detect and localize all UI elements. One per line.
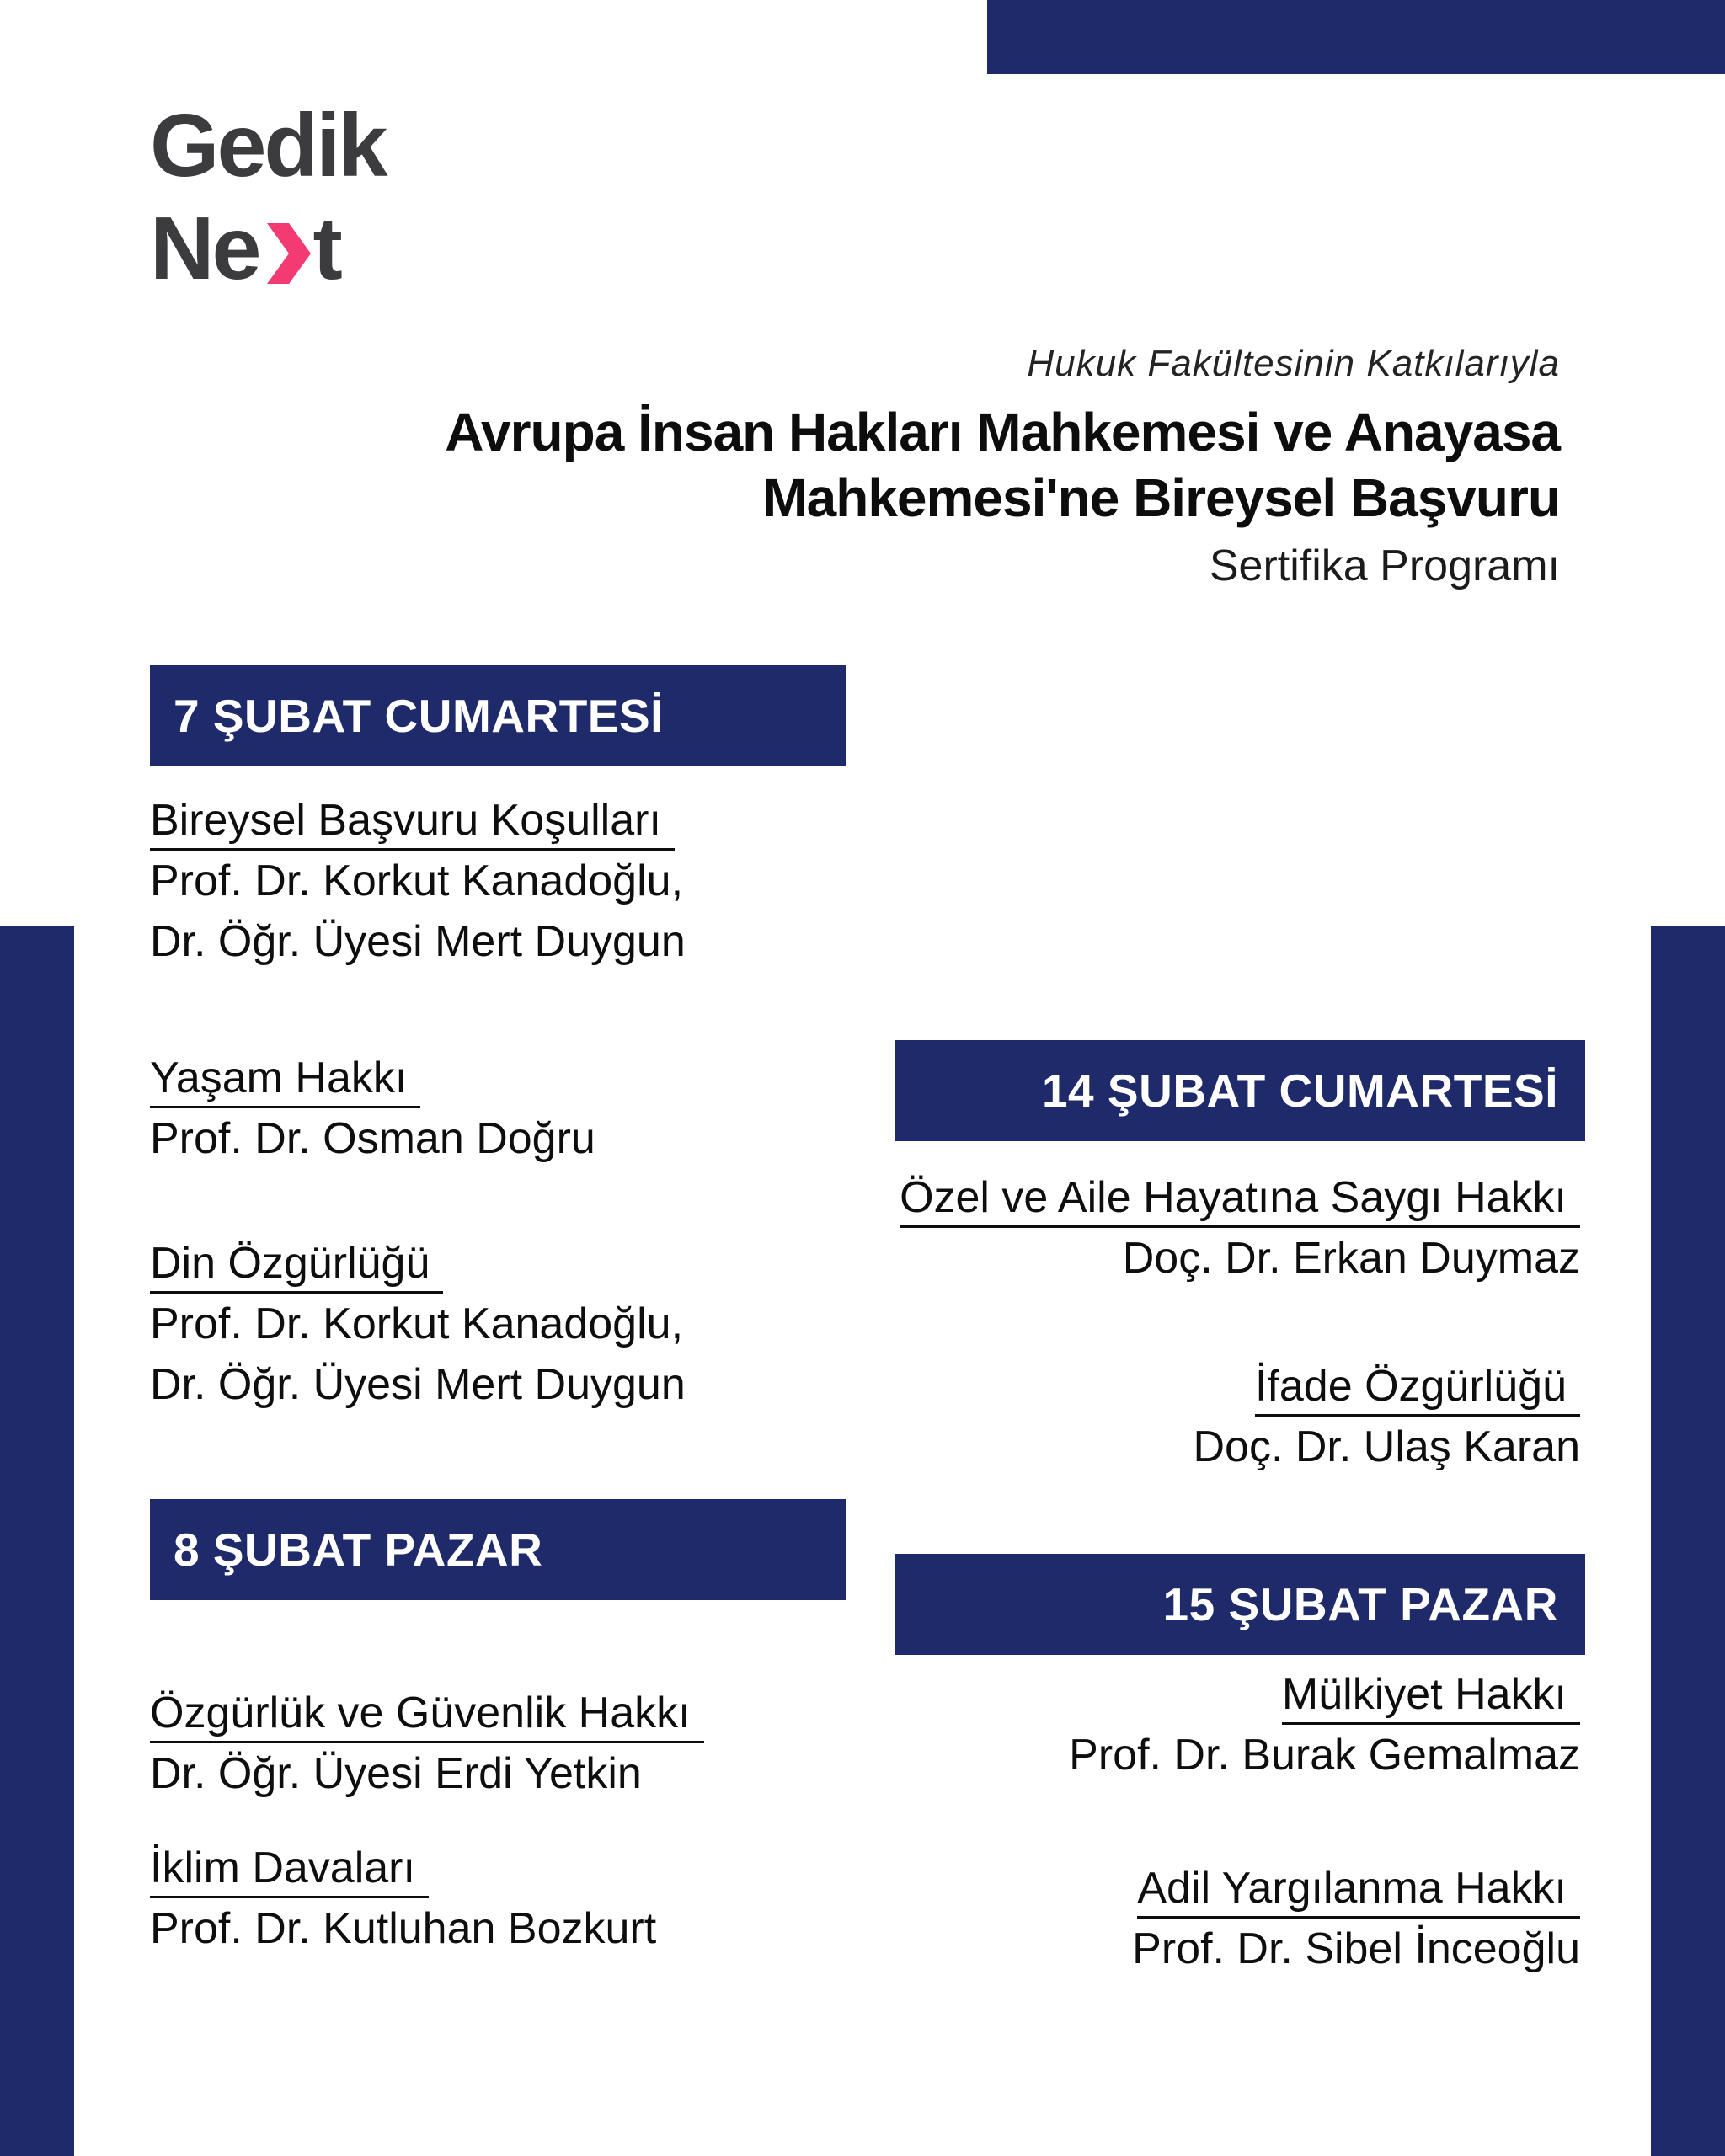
day-header-label: 8 ŞUBAT PAZAR [174, 1524, 543, 1576]
session-instructor: Prof. Dr. Kutluhan Bozkurt [150, 1904, 657, 1953]
right-accent-bar [1651, 926, 1725, 2156]
session-mulkiyet-hakki [1069, 1664, 1580, 1785]
logo-line1: Gedik [150, 96, 386, 195]
session-topic-line [150, 1838, 656, 1898]
day-header-label: 7 ŞUBAT CUMARTESİ [174, 690, 664, 742]
session-din-ozgurlugu [150, 1233, 686, 1415]
session-topic-line [150, 1233, 686, 1294]
logo-chevron-icon [262, 223, 311, 284]
session-topic: Özel ve Aile Hayatına Saygı Hakkı [900, 1174, 1580, 1228]
session-instructor: Prof. Dr. Osman Doğru [150, 1114, 595, 1163]
session-topic: Mülkiyet Hakkı [1282, 1671, 1580, 1725]
session-topic: Adil Yargılanma Hakkı [1137, 1865, 1580, 1919]
session-topic: İfade Özgürlüğü [1255, 1363, 1580, 1417]
session-instructor: Prof. Dr. Korkut Kanadoğlu, [150, 857, 684, 905]
session-topic-line [150, 790, 686, 851]
session-topic-line [1132, 1858, 1580, 1919]
session-iklim-davalari [150, 1838, 656, 1959]
day-header-7-subat-cumartesi [150, 665, 846, 766]
day-header-14-subat-cumartesi [895, 1040, 1585, 1141]
logo-line2 [150, 197, 386, 300]
session-topic-line [1069, 1664, 1580, 1725]
session-topic-line [150, 1048, 595, 1108]
page-title [445, 399, 1560, 531]
session-ozel-ve-aile-hayatina-saygi-hakki [900, 1167, 1580, 1289]
day-header-15-subat-pazar [895, 1554, 1585, 1655]
session-ozgurluk-ve-guvenlik-hakki [150, 1683, 704, 1804]
day-header-8-subat-pazar [150, 1499, 846, 1600]
header-block [445, 340, 1560, 593]
day-header-label: 14 ŞUBAT CUMARTESİ [1041, 1065, 1558, 1117]
session-bireysel-basvuru-kosullari [150, 790, 686, 972]
session-topic: Özgürlük ve Güvenlik Hakkı [150, 1689, 704, 1743]
logo-line2-suffix: t [312, 199, 340, 298]
page-title-line2: Mahkemesi'ne Bireysel Başvuru [762, 467, 1560, 528]
day-header-label: 15 ŞUBAT PAZAR [1162, 1578, 1558, 1630]
session-topic: İklim Davaları [150, 1844, 429, 1898]
session-instructor: Dr. Öğr. Üyesi Erdi Yetkin [150, 1749, 642, 1798]
session-adil-yargilanma-hakki [1132, 1858, 1580, 1979]
session-topic: Din Özgürlüğü [150, 1240, 443, 1294]
left-accent-bar [0, 926, 74, 2156]
session-instructor: Prof. Dr. Sibel İnceoğlu [1132, 1924, 1580, 1973]
session-topic: Bireysel Başvuru Koşulları [150, 797, 675, 851]
session-topic: Yaşam Hakkı [150, 1054, 420, 1108]
logo-line2-prefix: Ne [150, 199, 259, 298]
session-instructor: Doç. Dr. Erkan Duymaz [1122, 1234, 1580, 1283]
session-topic-line [900, 1167, 1580, 1228]
program-subtitle: Sertifika Programı [1209, 542, 1560, 590]
page-title-line1: Avrupa İnsan Hakları Mahkemesi ve Anayasa [445, 402, 1560, 462]
session-instructor: Dr. Öğr. Üyesi Mert Duygun [150, 1360, 686, 1409]
session-topic-line [150, 1683, 704, 1743]
gedik-next-logo [150, 94, 386, 300]
session-instructor: Dr. Öğr. Üyesi Mert Duygun [150, 917, 686, 966]
session-ifade-ozgurlugu [1194, 1356, 1581, 1477]
session-instructor: Prof. Dr. Burak Gemalmaz [1069, 1731, 1580, 1780]
session-instructor: Prof. Dr. Korkut Kanadoğlu, [150, 1299, 684, 1348]
session-instructor: Doç. Dr. Ulaş Karan [1193, 1422, 1580, 1471]
session-yasam-hakki [150, 1048, 595, 1169]
program-kicker: Hukuk Fakültesinin Katkılarıyla [1027, 343, 1560, 384]
top-accent-bar [987, 0, 1725, 74]
session-topic-line [1194, 1356, 1581, 1417]
